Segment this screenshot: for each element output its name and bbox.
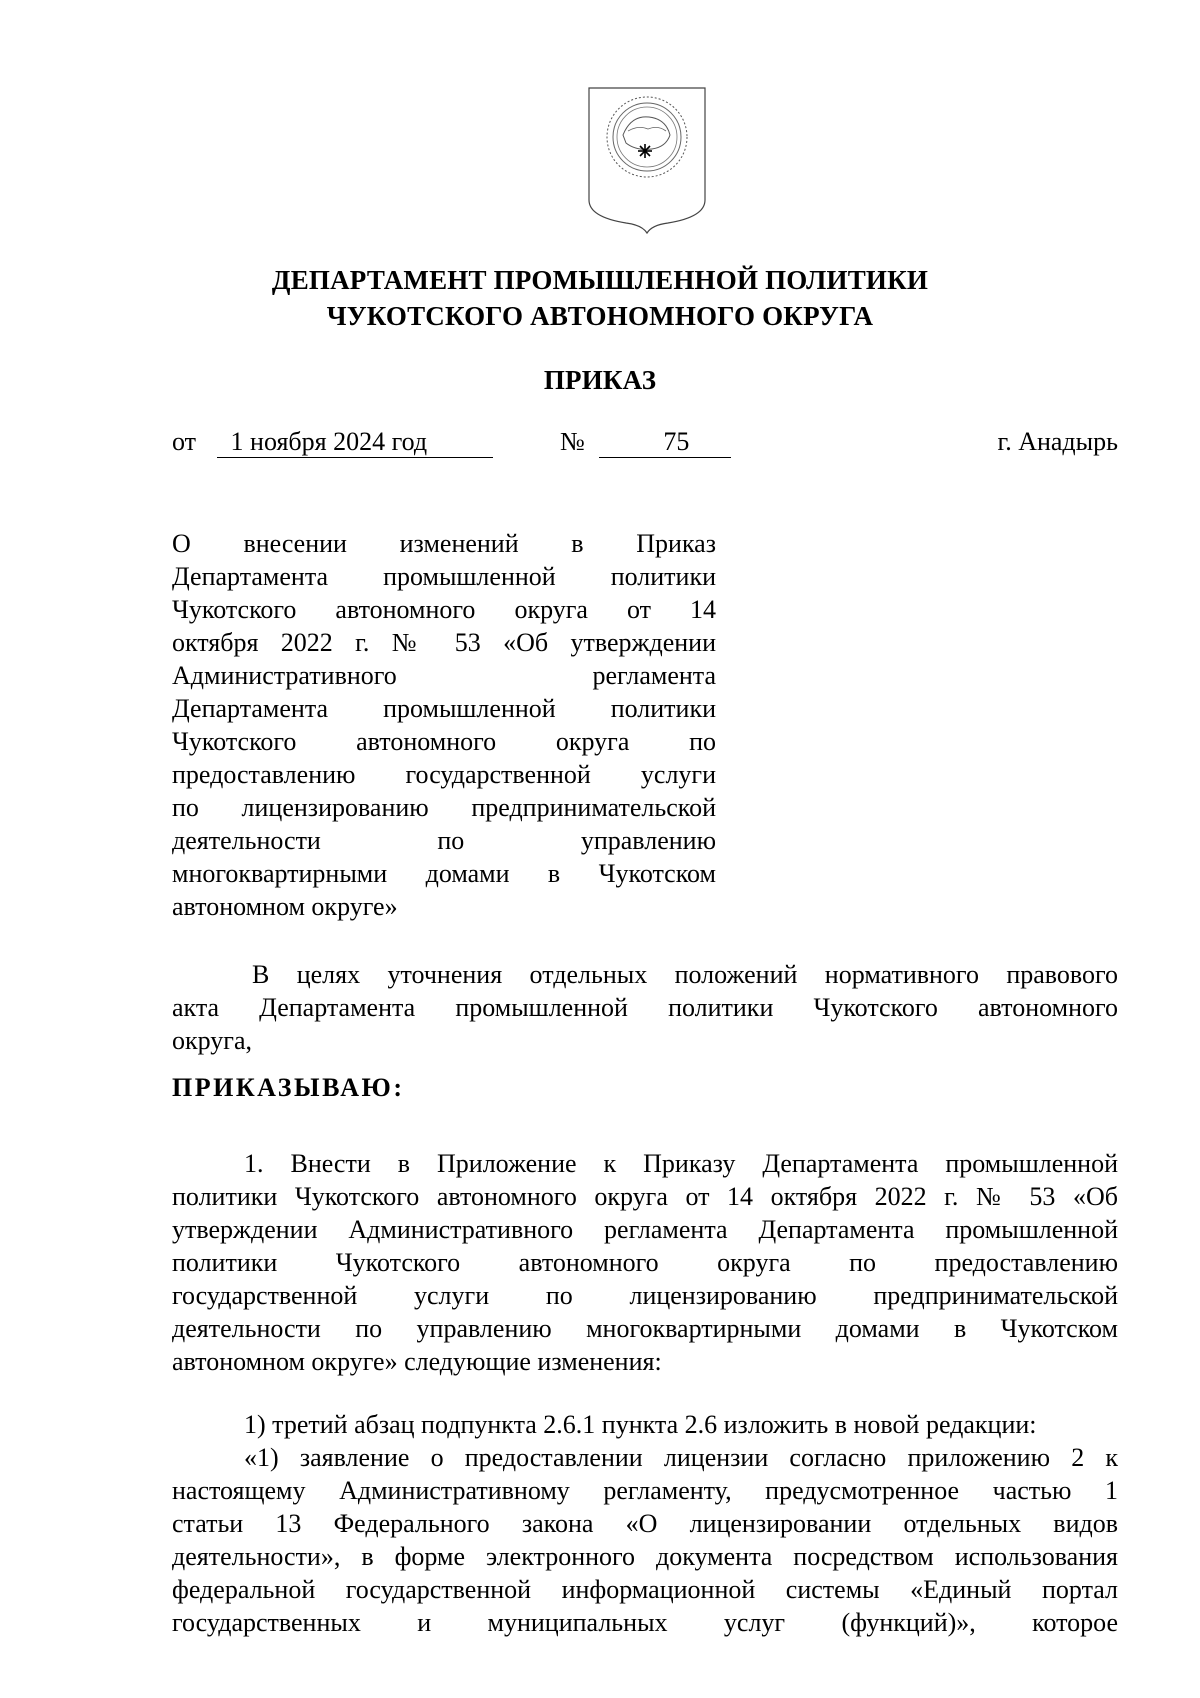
number-field xyxy=(560,424,731,460)
organization-name-line2: ЧУКОТСКОГО АВТОНОМНОГО ОКРУГА xyxy=(326,301,874,331)
order-directive-word: ПРИКАЗЫВАЮ: xyxy=(172,1073,405,1102)
subject-line: Департамента промышленной политики xyxy=(172,694,716,723)
preamble-line: округа, xyxy=(172,1026,252,1055)
subitem1-line: государственных и муниципальных услуг (функций)», которое xyxy=(172,1608,1118,1637)
subitem1-line: федеральной государственной информационной системы «Единый портал xyxy=(172,1575,1118,1604)
preamble-line: акта Департамента промышленной политики Чукотского автономного xyxy=(172,993,1118,1022)
subject-line: деятельности по управлению xyxy=(172,826,716,855)
subject-line: по лицензированию предпринимательской xyxy=(172,793,716,822)
order-number: 75 xyxy=(599,427,731,458)
subject-line: Департамента промышленной политики xyxy=(172,562,716,591)
subject-line: О внесении изменений в Приказ xyxy=(172,529,716,558)
subitem1-line: деятельности», в форме электронного документа посредством использования xyxy=(172,1542,1118,1571)
item1-line: автономном округе» следующие изменения: xyxy=(172,1347,662,1376)
order-subject xyxy=(172,527,716,923)
subitem1-line: «1) заявление о предоставлении лицензии согласно приложению 2 к xyxy=(244,1443,1118,1472)
subject-line: октября 2022 г. № 53 «Об утверждении xyxy=(172,628,716,657)
item1-line: 1. Внести в Приложение к Приказу Департамента промышленной xyxy=(244,1149,1118,1178)
subject-line: автономном округе» xyxy=(172,892,398,921)
number-prefix: № xyxy=(560,427,585,456)
order-date: 1 ноября 2024 год xyxy=(217,427,493,458)
subitem1-line: настоящему Административному регламенту, предусмотренное частью 1 xyxy=(172,1476,1118,1505)
subject-line: Чукотского автономного округа от 14 xyxy=(172,595,716,624)
subitem1-line: 1) третий абзац подпункта 2.6.1 пункта 2.6 изложить в новой редакции: xyxy=(244,1410,1037,1439)
subitem1-line: статьи 13 Федерального закона «О лицензировании отдельных видов xyxy=(172,1509,1118,1538)
date-field xyxy=(172,424,493,460)
subject-line: Чукотского автономного округа по xyxy=(172,727,716,756)
document-type-title: ПРИКАЗ xyxy=(543,365,657,395)
item1-line: деятельности по управлению многоквартирными домами в Чукотском xyxy=(172,1314,1118,1343)
subject-line: многоквартирными домами в Чукотском xyxy=(172,859,716,888)
item1-line: государственной услуги по лицензированию предпринимательской xyxy=(172,1281,1118,1310)
date-prefix: от xyxy=(172,427,197,456)
organization-name-line1: ДЕПАРТАМЕНТ ПРОМЫШЛЕННОЙ ПОЛИТИКИ xyxy=(271,265,929,295)
item1-line: политики Чукотского автономного округа от 14 октября 2022 г. № 53 «Об xyxy=(172,1182,1118,1211)
preamble-line: В целях уточнения отдельных положений нормативного правового xyxy=(252,960,1118,989)
city: г. Анадырь xyxy=(997,427,1118,456)
subject-line: предоставлению государственной услуги xyxy=(172,760,716,789)
item1-line: политики Чукотского автономного округа по предоставлению xyxy=(172,1248,1118,1277)
subject-line: Административного регламента xyxy=(172,661,716,690)
coat-of-arms-icon xyxy=(586,85,708,235)
item1-line: утверждении Административного регламента Департамента промышленной xyxy=(172,1215,1118,1244)
